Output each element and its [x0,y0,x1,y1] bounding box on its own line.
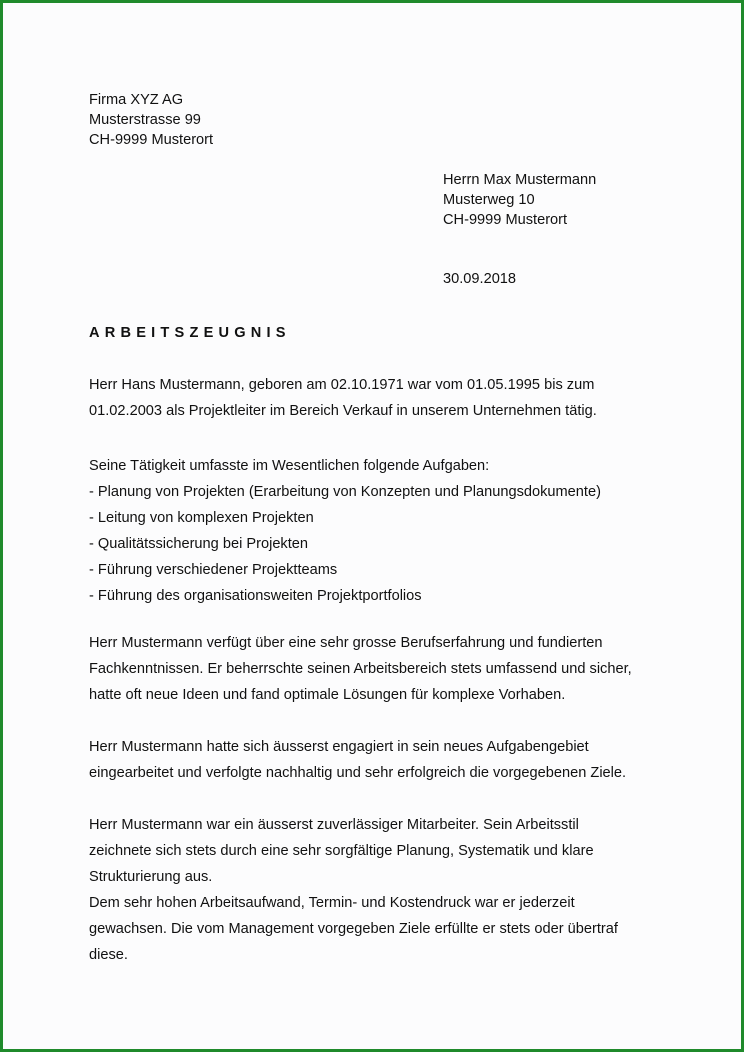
sender-street: Musterstrasse 99 [89,112,201,128]
paragraph-work-style [89,812,618,968]
recipient-address [443,170,596,230]
paragraph-experience [89,630,632,708]
task-list-item: - Qualitätssicherung bei Projekten [89,536,309,552]
task-list-item: - Führung des organisationsweiten Projektportfolios [89,588,422,604]
paragraph-line: diese. [89,947,128,963]
paragraph-line: zeichnete sich stets durch eine sehr sorgfältige Planung, Systematik und klare [89,843,594,859]
task-list-item: - Leitung von komplexen Projekten [89,510,314,526]
paragraph-line: eingearbeitet und verfolgte nachhaltig und sehr erfolgreich die vorgegebenen Ziele. [89,765,627,781]
paragraph-line: Fachkenntnissen. Er beherrschte seinen Arbeitsbereich stets umfassend und sicher, [89,661,632,677]
paragraph-engagement [89,734,626,786]
paragraph-line: Dem sehr hohen Arbeitsaufwand, Termin- und Kostendruck war er jederzeit [89,895,575,911]
paragraph-employment [89,372,597,424]
paragraph-line: Strukturierung aus. [89,869,213,885]
recipient-street: Musterweg 10 [443,192,535,208]
task-list-item: - Planung von Projekten (Erarbeitung von Konzepten und Planungsdokumente) [89,484,601,500]
paragraph-line: Herr Mustermann verfügt über eine sehr grosse Berufserfahrung und fundierten [89,635,603,651]
paragraph-tasks [89,453,601,609]
paragraph-line: Herr Mustermann war ein äusserst zuverlässiger Mitarbeiter. Sein Arbeitsstil [89,817,579,833]
recipient-city: CH-9999 Musterort [443,212,568,228]
sender-company: Firma XYZ AG [89,92,184,108]
sender-city: CH-9999 Musterort [89,132,214,148]
recipient-name: Herrn Max Mustermann [443,172,597,188]
sender-address [89,90,213,150]
paragraph-line: hatte oft neue Ideen und fand optimale Lösungen für komplexe Vorhaben. [89,687,566,703]
paragraph-line: Seine Tätigkeit umfasste im Wesentlichen folgende Aufgaben: [89,458,490,474]
paragraph-line: Herr Hans Mustermann, geboren am 02.10.1971 war vom 01.05.1995 bis zum [89,377,595,393]
paragraph-line: Herr Mustermann hatte sich äusserst engagiert in sein neues Aufgabengebiet [89,739,589,755]
letter-date: 30.09.2018 [443,271,517,287]
task-list-item: - Führung verschiedener Projektteams [89,562,338,578]
paragraph-line: 01.02.2003 als Projektleiter im Bereich Verkauf in unserem Unternehmen tätig. [89,403,597,419]
paragraph-line: gewachsen. Die vom Management vorgegeben Ziele erfüllte er stets oder übertraf [89,921,618,937]
document-title: ARBEITSZEUGNIS [89,325,291,341]
